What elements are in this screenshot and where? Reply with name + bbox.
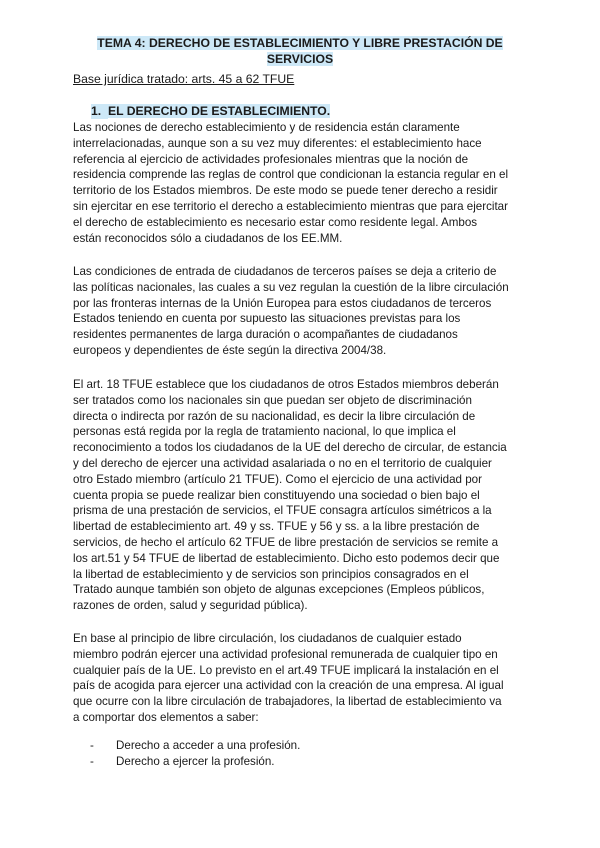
section-heading [91, 104, 330, 119]
text-line: cuenta propia se puede realizar bien constituyendo una sociedad o bien bajo el [73, 488, 480, 502]
text-line: que ocurre con la libre circulación de trabajadores, la libertad de establecimiento va [73, 695, 502, 709]
text-line: otro Estado miembro (artículo 21 TFUE). Como el ejercicio de una actividad por [73, 472, 482, 486]
text-line: Tratado aunque también son objeto de algunas excepciones (Empleos públicos, [73, 583, 485, 597]
list-item-text: Derecho a ejercer la profesión. [116, 754, 275, 768]
list-item [90, 754, 300, 770]
text-line: prisma de una prestación de servicios, el TFUE consagra artículos simétricos a la [73, 504, 492, 518]
text-line: el derecho de establecimiento es necesario estar como residente legal. Ambos [73, 215, 478, 229]
text-line: El art. 18 TFUE establece que los ciudadanos de otros Estados miembros deberán [73, 378, 499, 391]
text-line: Las nociones de derecho establecimiento y de residencia están claramente [73, 121, 460, 134]
elements-list [90, 738, 300, 770]
text-line: miembro podrán ejercer una actividad profesional remunerada de cualquier tipo en [73, 647, 498, 661]
text-line: libertad de establecimiento art. 49 y ss. TFUE y 56 y ss. a la libre prestación de [73, 520, 480, 534]
text-line: sin ejercitar en ese territorio el derecho a establecimiento mientras que para ejercitar [73, 199, 508, 213]
paragraph-2 [73, 264, 528, 359]
text-line: reconocimiento a todos los ciudadanos de la UE del derecho de circular, de estancia [73, 441, 507, 455]
text-line: ser tratados como los nacionales sin que puedan ser objeto de discriminación [73, 393, 472, 407]
text-line: personas está regida por la regla de tratamiento nacional, lo que implica el [73, 425, 456, 439]
text-line: europeos y dependientes de éste según la directiva 2004/38. [73, 343, 387, 357]
section-title: EL DERECHO DE ESTABLECIMIENTO. [108, 104, 331, 118]
text-line: Las condiciones de entrada de ciudadanos de terceros países se deja a criterio de [73, 265, 497, 278]
section-number: 1. [91, 104, 108, 119]
paragraph-3 [73, 377, 528, 614]
text-line: residencia comprende las reglas de control que condicionan la estancia regular en el [73, 168, 509, 182]
text-line: En base al principio de libre circulación, los ciudadanos de cualquier estado [73, 632, 462, 645]
title-line-1: TEMA 4: DERECHO DE ESTABLECIMIENTO Y LIBRE PRESTACIÓN DE [97, 36, 503, 50]
text-line: y del derecho de ejercer una actividad asalariada o no en el territorio de cualquier [73, 456, 492, 470]
text-line: cualquier país de la UE. Lo previsto en el art.49 TFUE implicará la instalación en el [73, 663, 499, 677]
text-line: interrelacionadas, aunque son a su vez muy diferentes: el establecimiento hace [73, 136, 482, 150]
text-line: servicios, de hecho el artículo 62 TFUE de libre prestación de servicios se remite a [73, 535, 499, 549]
text-line: directa o indirecta por razón de su nacionalidad, es decir la libre circulación de [73, 409, 476, 423]
document-title [88, 36, 512, 67]
list-item-text: Derecho a acceder a una profesión. [116, 739, 301, 752]
text-line: los art.51 y 54 TFUE de libertad de establecimiento. Dicho esto podemos decir que [73, 551, 500, 565]
text-line: la libertad de establecimiento y de servicios son principios consagrados en el [73, 567, 469, 581]
text-line: residentes permanentes de larga duración o acompañantes de ciudadanos [73, 328, 458, 342]
text-line: Estados teniendo en cuenta por supuesto las situaciones previstas para los [73, 312, 461, 326]
list-marker: - [90, 754, 94, 768]
title-line-2: SERVICIOS [266, 51, 334, 66]
text-line: razones de orden, salud y seguridad pública). [73, 599, 308, 613]
legal-basis: Base jurídica tratado: arts. 45 a 62 TFUE [73, 72, 295, 86]
text-line: están reconocidos sólo a ciudadanos de los EE.MM. [73, 231, 343, 245]
text-line: referencia al ejercicio de actividades profesionales mientras que la noción de [73, 152, 469, 166]
text-line: territorio de los Estados miembros. De este modo se puede tener derecho a residir [73, 184, 498, 198]
list-marker: - [90, 739, 94, 752]
text-line: las políticas nacionales, las cuales a su vez regulan la cuestión de la libre circulación [73, 280, 509, 294]
paragraph-4 [73, 631, 528, 726]
text-line: a comportar dos elementos a saber: [73, 710, 259, 724]
list-item [90, 738, 300, 754]
paragraph-1 [73, 120, 528, 246]
text-line: país de acogida para ejercer una actividad con la creación de una empresa. Al igual [73, 679, 504, 693]
text-line: por las fronteras internas de la Unión Europea para estos ciudadanos de terceros [73, 296, 492, 310]
